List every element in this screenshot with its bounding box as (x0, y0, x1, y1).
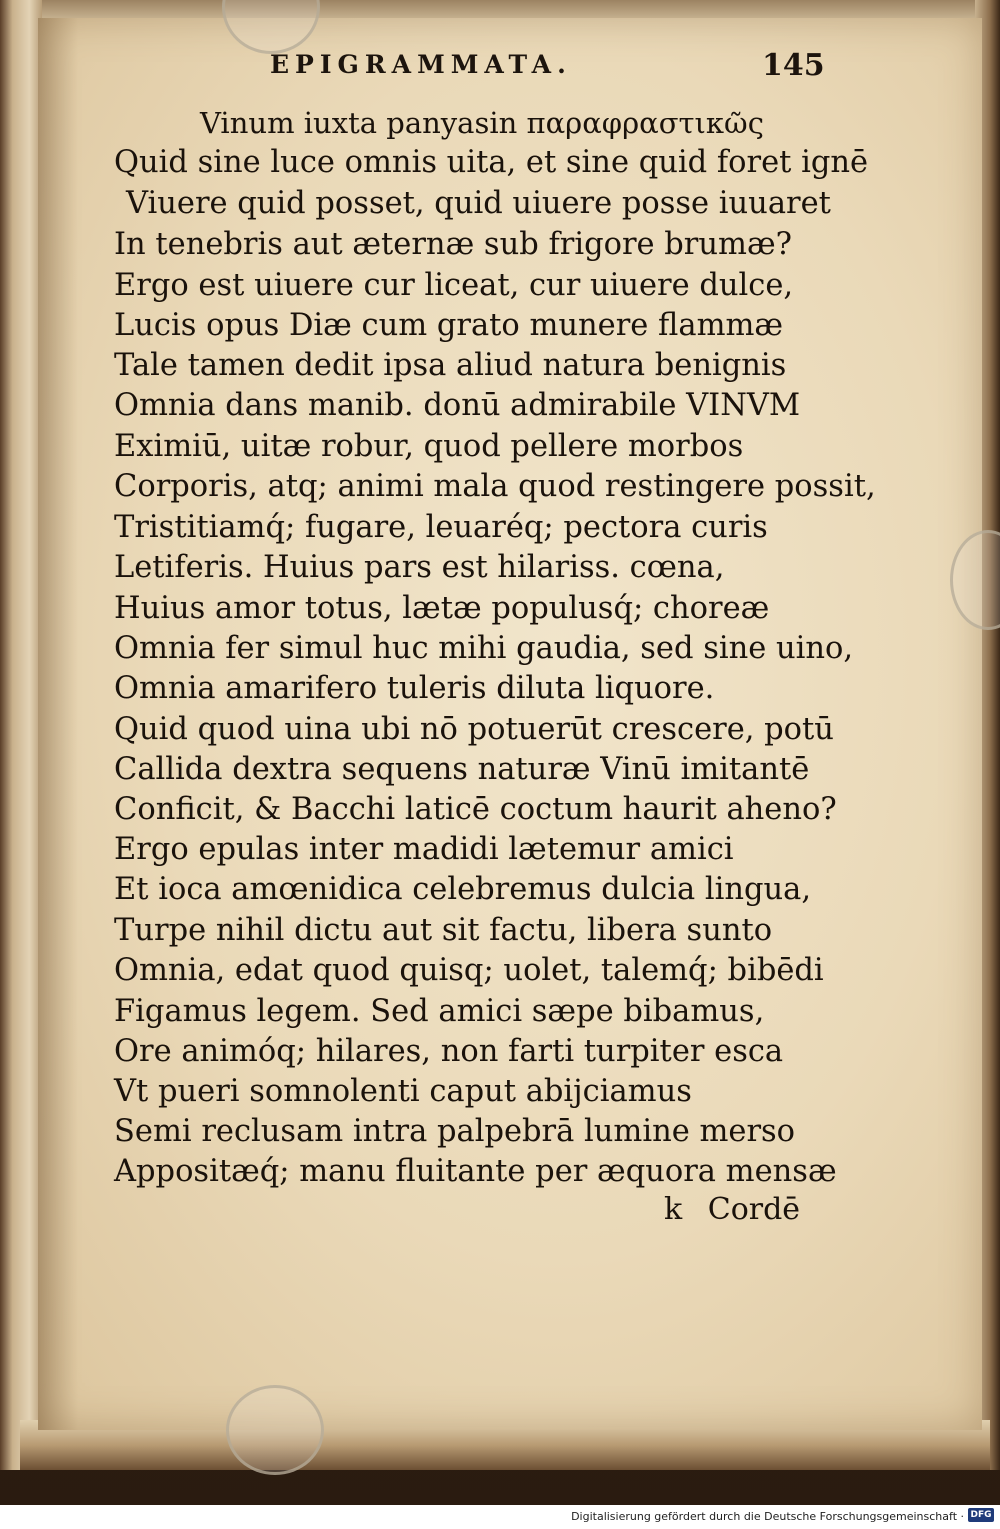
poem-title: Vinum iuxta panyasin παραφραστικῶς (200, 106, 764, 140)
poem-line: Corporis, atq; animi mala quod restingere possit, (114, 469, 876, 504)
signature-mark: k (664, 1192, 683, 1227)
poem-line: Omnia dans manib. donū admirabile VINVM (114, 388, 801, 423)
poem-line: Callida dextra sequens naturæ Vinū imitantē (114, 752, 810, 787)
poem-line: Huius amor totus, lætæ populusq́; choreæ (114, 591, 770, 626)
poem-line: Quid quod uina ubi nō potuerūt crescere, potū (114, 712, 834, 747)
poem-line: Omnia fer simul huc mihi gaudia, sed sine uino, (114, 631, 854, 666)
poem-line: Tale tamen dedit ipsa aliud natura benignis (114, 348, 787, 383)
poem-line: Et ioca amœnidica celebremus dulcia lingua, (114, 872, 812, 907)
poem-line: Omnia, edat quod quisq; uolet, talemq́; bibēdi (114, 953, 824, 988)
poem-line: Conficit, & Bacchi laticē coctum haurit aheno? (114, 792, 837, 827)
poem-line: Figamus legem. Sed amici sæpe bibamus, (114, 994, 765, 1029)
poem-line: Semi reclusam intra palpebrā lumine merso (114, 1114, 796, 1149)
running-title: EPIGRAMMATA. (270, 50, 572, 79)
page-number: 145 (762, 48, 825, 83)
poem-line: Appositæq́; manu fluitante per æquora mensæ (114, 1154, 837, 1189)
poem-line: Ergo est uiuere cur liceat, cur uiuere dulce, (114, 268, 794, 303)
dfg-logo: DFG (968, 1508, 994, 1522)
signature-catchword (664, 1192, 800, 1227)
digitization-credit: Digitalisierung gefördert durch die Deutsche Forschungsgemeinschaft · (571, 1510, 964, 1523)
poem-line: Turpe nihil dictu aut sit factu, libera sunto (114, 913, 773, 948)
poem-line: Ergo epulas inter madidi lætemur amici (114, 832, 734, 867)
poem-line: Tristitiamq́; fugare, leuaréq; pectora curis (114, 510, 768, 545)
poem-line: Eximiū, uitæ robur, quod pellere morbos (114, 429, 744, 464)
poem-line: Vt pueri somnolenti caput abijciamus (114, 1074, 692, 1109)
poem-line: Lucis opus Diæ cum grato munere flammæ (114, 308, 784, 343)
poem-line: Ore animóq; hilares, non farti turpiter esca (114, 1034, 784, 1069)
plastic-clip-bottom (226, 1385, 324, 1475)
poem-line: Letiferis. Huius pars est hilariss. cœna, (114, 550, 725, 585)
poem-line: Omnia amarifero tuleris diluta liquore. (114, 671, 715, 706)
catchword: Cordē (707, 1192, 801, 1227)
poem-line: Quid sine luce omnis uita, et sine quid foret ignē (114, 145, 869, 180)
poem-line: In tenebris aut æternæ sub frigore brumæ? (114, 227, 792, 262)
poem-line: Viuere quid posset, quid uiuere posse iuuaret (126, 186, 831, 221)
